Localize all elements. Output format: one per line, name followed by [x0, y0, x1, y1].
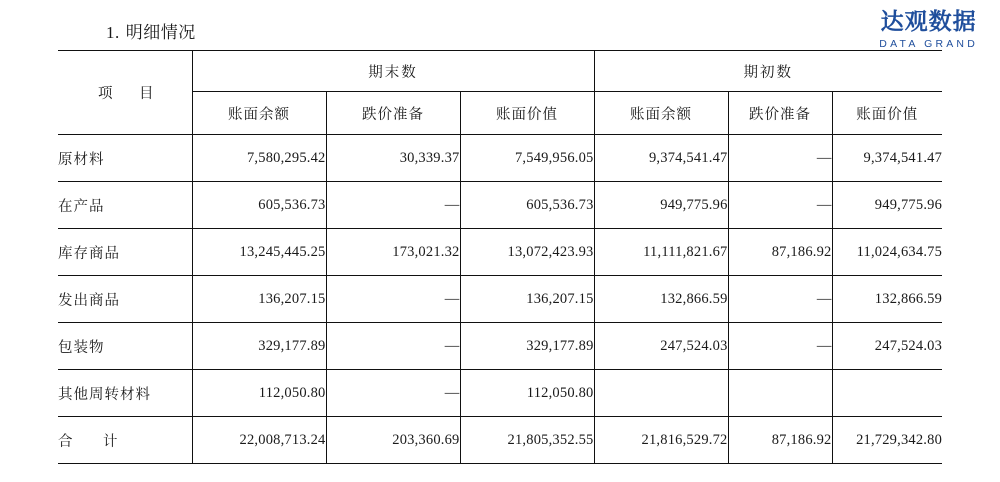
table-row — [58, 229, 942, 276]
row-cell: 605,536.73 — [192, 182, 326, 229]
row-cell: 11,111,821.67 — [594, 229, 728, 276]
row-cell-total: 21,729,342.80 — [832, 417, 942, 464]
table-row — [58, 182, 942, 229]
row-cell: — — [728, 182, 832, 229]
row-cell: — — [326, 276, 460, 323]
row-cell: 132,866.59 — [832, 276, 942, 323]
table-row-total — [58, 417, 942, 464]
row-label: 包装物 — [58, 323, 192, 370]
row-cell-total: 21,805,352.55 — [460, 417, 594, 464]
row-cell-total: 87,186.92 — [728, 417, 832, 464]
row-cell: 7,549,956.05 — [460, 135, 594, 182]
header-group-period-begin: 期初数 — [594, 51, 942, 92]
row-cell: — — [326, 370, 460, 417]
header-group-period-end: 期末数 — [192, 51, 594, 92]
row-cell: 9,374,541.47 — [594, 135, 728, 182]
section-heading-text: 明细情况 — [125, 23, 196, 42]
row-cell: 247,524.03 — [832, 323, 942, 370]
row-label: 其他周转材料 — [58, 370, 192, 417]
row-cell: 13,072,423.93 — [460, 229, 594, 276]
row-cell-total: 21,816,529.72 — [594, 417, 728, 464]
row-cell — [832, 370, 942, 417]
logo — [879, 10, 978, 50]
inventory-detail-table — [58, 50, 942, 464]
row-cell: — — [326, 182, 460, 229]
row-cell: — — [728, 323, 832, 370]
row-cell: 247,524.03 — [594, 323, 728, 370]
table-row — [58, 323, 942, 370]
header-col-book-balance-begin: 账面余额 — [594, 92, 728, 135]
row-label: 在产品 — [58, 182, 192, 229]
row-cell-total: 22,008,713.24 — [192, 417, 326, 464]
row-cell: 605,536.73 — [460, 182, 594, 229]
section-number: 1. — [106, 23, 120, 42]
row-cell: 112,050.80 — [192, 370, 326, 417]
row-label-total: 合 计 — [58, 417, 192, 464]
section-heading — [106, 18, 196, 43]
row-cell: 329,177.89 — [192, 323, 326, 370]
row-label: 原材料 — [58, 135, 192, 182]
header-col-book-value-begin: 账面价值 — [832, 92, 942, 135]
table-row — [58, 135, 942, 182]
header-item: 项 目 — [58, 51, 192, 135]
row-cell: 13,245,445.25 — [192, 229, 326, 276]
row-cell — [728, 370, 832, 417]
row-cell: 87,186.92 — [728, 229, 832, 276]
logo-text-en: DATA GRAND — [879, 38, 978, 50]
table-row — [58, 370, 942, 417]
table-row — [58, 276, 942, 323]
row-cell: 136,207.15 — [192, 276, 326, 323]
row-cell: 329,177.89 — [460, 323, 594, 370]
row-cell — [594, 370, 728, 417]
row-cell-total: 203,360.69 — [326, 417, 460, 464]
row-cell: — — [728, 135, 832, 182]
header-col-provision-end: 跌价准备 — [326, 92, 460, 135]
row-cell: 132,866.59 — [594, 276, 728, 323]
table-header-row-groups — [58, 51, 942, 92]
row-label: 库存商品 — [58, 229, 192, 276]
row-cell: — — [326, 323, 460, 370]
row-cell: 949,775.96 — [594, 182, 728, 229]
header-col-book-value-end: 账面价值 — [460, 92, 594, 135]
header-col-book-balance-end: 账面余额 — [192, 92, 326, 135]
header-col-provision-begin: 跌价准备 — [728, 92, 832, 135]
row-cell: 173,021.32 — [326, 229, 460, 276]
row-cell: 7,580,295.42 — [192, 135, 326, 182]
row-cell: 11,024,634.75 — [832, 229, 942, 276]
row-cell: 30,339.37 — [326, 135, 460, 182]
row-label: 发出商品 — [58, 276, 192, 323]
row-cell: 9,374,541.47 — [832, 135, 942, 182]
row-cell: 949,775.96 — [832, 182, 942, 229]
row-cell: — — [728, 276, 832, 323]
inventory-table-wrapper — [58, 50, 942, 464]
logo-text-cn: 达观数据 — [880, 8, 977, 34]
row-cell: 136,207.15 — [460, 276, 594, 323]
row-cell: 112,050.80 — [460, 370, 594, 417]
